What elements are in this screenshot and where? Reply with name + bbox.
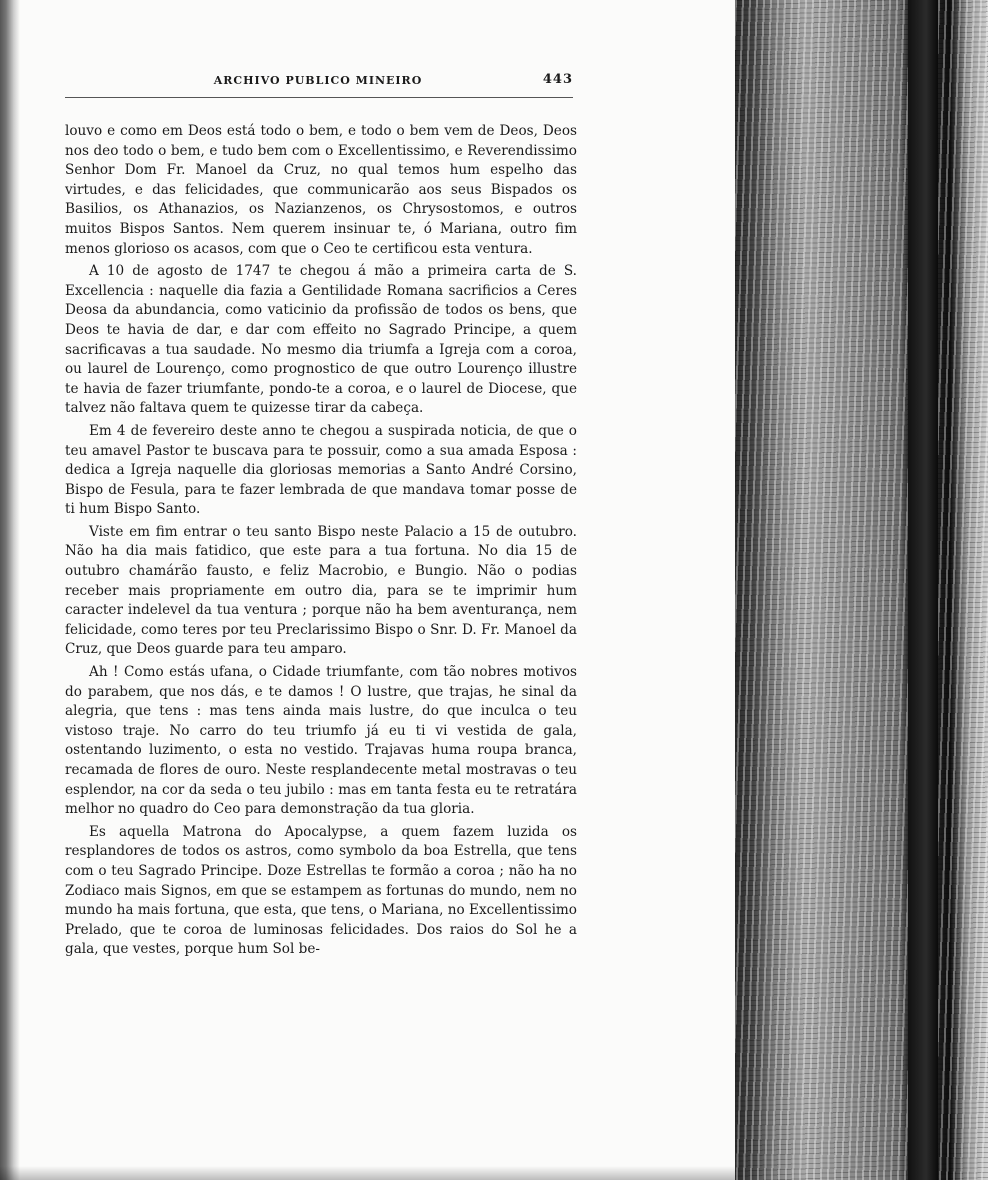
paragraph-4: Viste em fim entrar o teu santo Bispo neste Palacio a 15 de outubro. Não ha dia mais fatidico, que este para a tua fortuna. No dia 15 de outubro chamárão fausto, e feliz Macrobio, e Bungio. Não o podias receber mais propriamente em outro dia, para se te imprimir hum caracter indelevel da tua ventura ; porque não ha bem aventurança, nem felicidade, como teres por teu Preclarissimo Bispo o Snr. D. Fr. Manoel da Cruz, que Deos guarde para teu amparo. — [65, 523, 577, 658]
paragraph-1: louvo e como em Deos está todo o bem, e todo o bem vem de Deos, Deos nos deo todo o bem, e tudo bem com o Excellentissimo, e Reverendissimo Senhor Dom Fr. Manoel da Cruz, no qual temos hum espelho das virtudes, e das felicidades, que communicarão aos seus Bispados os Basilios, os Athanazios, os Nazianzenos, os Chrysostomos, e outros muitos Bispos Santos. Nem querem insinuar te, ó Mariana, outro fim menos glorioso os acasos, com que o Ceo te certificou esta ventura. — [65, 123, 577, 257]
page-left-edge — [0, 0, 20, 1180]
body-text — [65, 122, 577, 963]
page-number: 443 — [542, 72, 573, 87]
paragraph-5: Ah ! Como estás ufana, o Cidade triumfante, com tão nobres motivos do parabem, que nos dás, e te damos ! O lustre, que trajas, he sinal da alegria, que tens : mas tens ainda mais lustre, do que inculca o teu vistoso traje. No carro do teu triumfo já eu ti vi vestida de gala, ostentando luzimento, o esta no vestido. Trajavas huma roupa branca, recamada de flores de ouro. Neste resplandecente metal mostravas o teu esplendor, na cor da seda o teu jubilo : mas em tanta festa eu te retratára melhor no quadro do Ceo para demonstração da tua gloria. — [65, 664, 577, 818]
paragraph-2: A 10 de agosto de 1747 te chegou á mão a primeira carta de S. Excellencia : naquelle dia fazia a Gentilidade Romana sacrificios a Ceres Deosa da abundancia, como vaticinio da profissão de todos os bens, que Deos te havia de dar, e dar com effeito no Sagrado Principe, a quem sacrificavas a tua saudade. No mesmo dia triumfa a Igreja com a coroa, ou laurel de Lourenço, como prognostico de que outro Lourenço illustre te havia de fazer triumfante, pondo-te a coroa, e o laurel de Diocese, que talvez não faltava quem te quizesse tirar da cabeça. — [65, 263, 577, 417]
running-title: ARCHIVO PUBLICO MINEIRO — [213, 74, 423, 87]
page-bottom-shadow — [0, 1166, 740, 1180]
header-rule — [65, 97, 573, 98]
book-binding-band — [908, 0, 938, 1180]
running-header — [63, 74, 573, 94]
book-binding-gutter — [735, 0, 988, 1180]
paragraph-6: Es aquella Matrona do Apocalypse, a quem fazem luzida os resplandores de todos os astros, como symbolo da boa Estrella, que tens com o teu Sagrado Principe. Doze Estrellas te formão a coroa ; não ha no Zodiaco mais Signos, em que se estampem as fortunas do mundo, nem no mundo ha mais fortuna, que esta, que tens, o Mariana, no Excellentissimo Prelado, que te coroa de luminosas felicidades. Dos raios do Sol he a gala, que vestes, porque hum Sol be- — [65, 823, 577, 958]
paragraph-3: Em 4 de fevereiro deste anno te chegou a suspirada noticia, de que o teu amavel Pastor te buscava para te possuir, como a sua amada Esposa : dedica a Igreja naquelle dia gloriosas memorias a Santo André Corsino, Bispo de Fesula, para te fazer lembrada de que mandava tomar posse de ti hum Bispo Santo. — [65, 422, 577, 518]
